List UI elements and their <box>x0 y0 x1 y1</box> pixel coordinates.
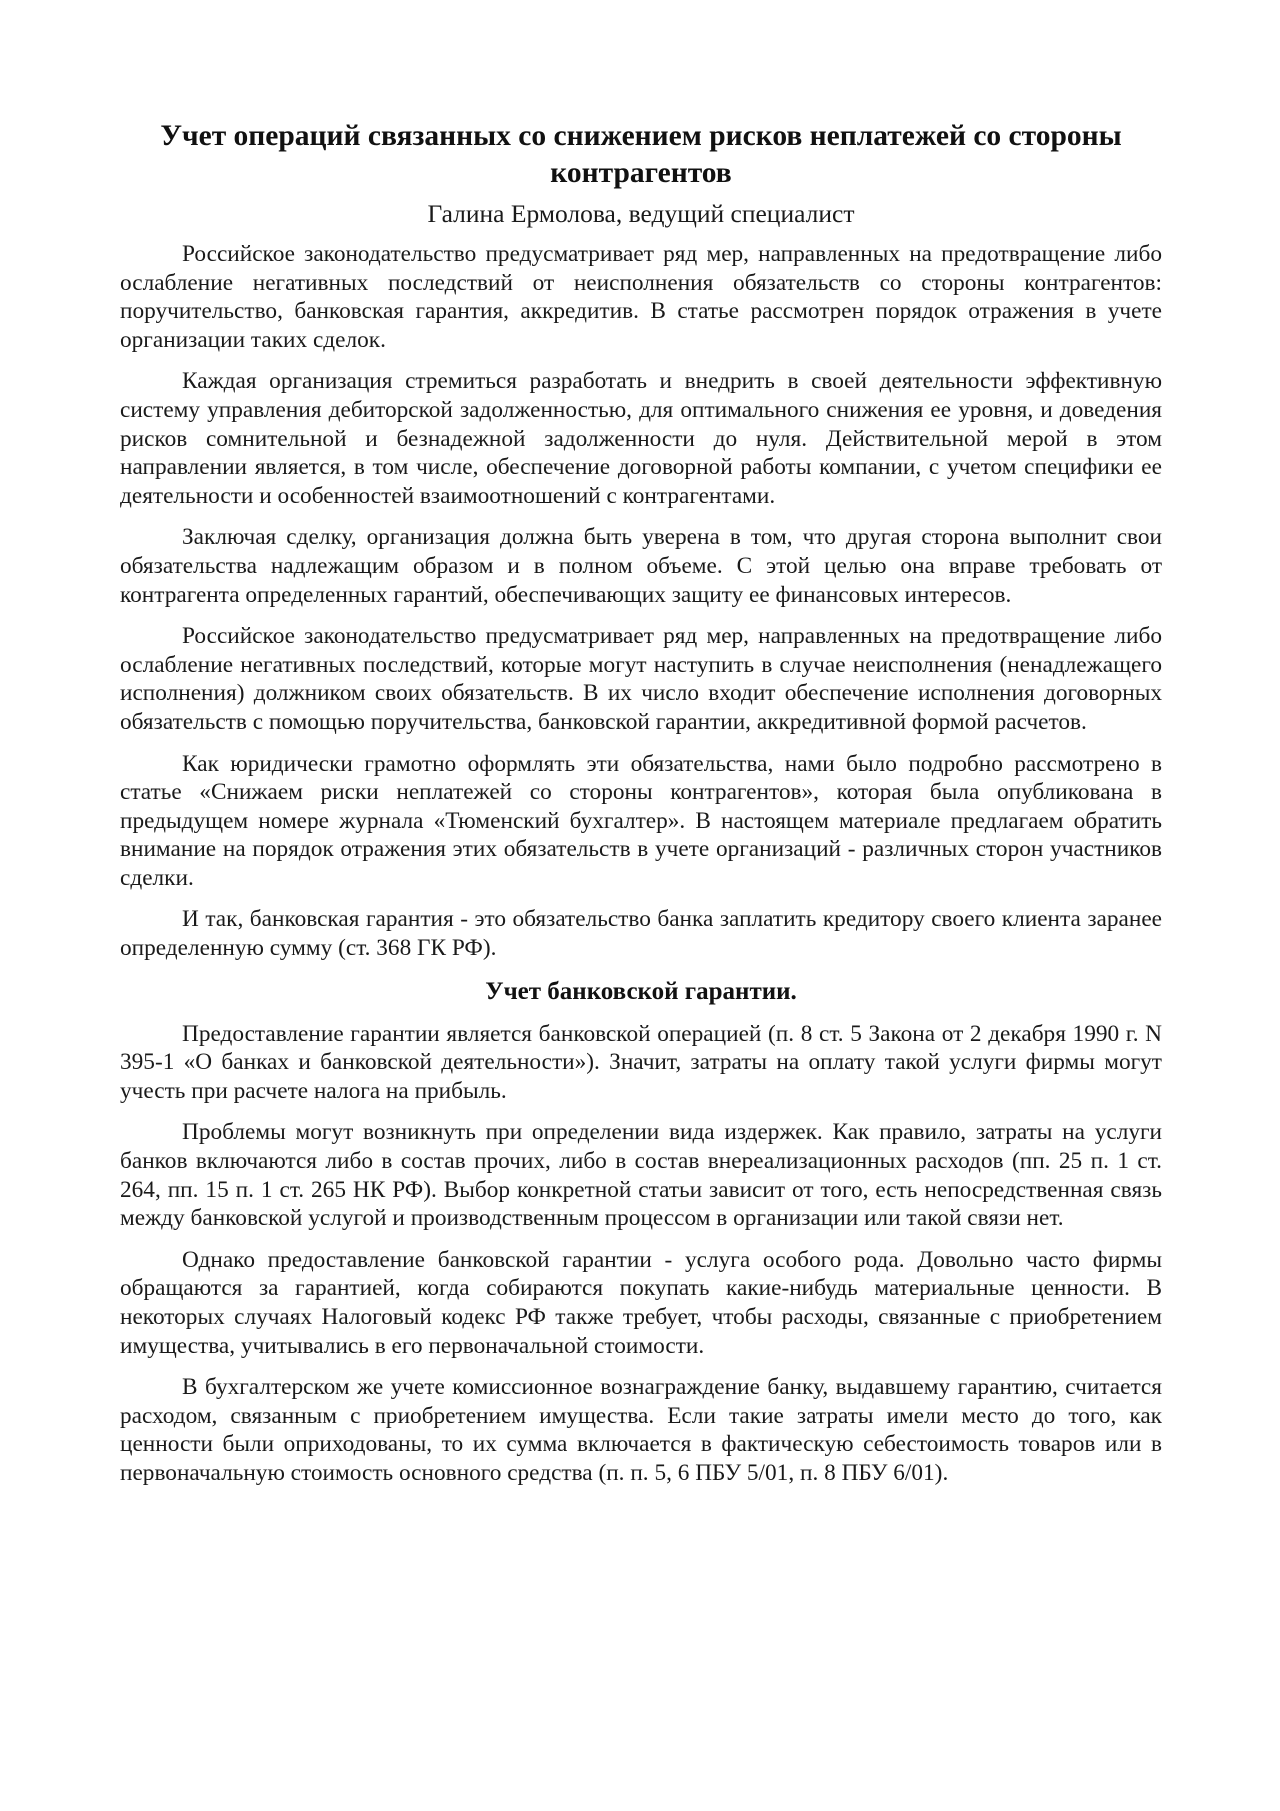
paragraph-section-1: Предоставление гарантии является банковской операцией (п. 8 ст. 5 Закона от 2 декабря 1990 г. N 395-1 «О банках и банковской деятельности»). Значит, затраты на оплату такой услуги фирмы могут учесть при расчете налога на прибыль. <box>120 1020 1162 1104</box>
paragraph-intro-4: Российское законодательство предусматривает ряд мер, направленных на предотвращение либо ослабление негативных последствий, которые могут наступить в случае неисполнения (ненадлежащего исполнения) должником своих обязательств. В их число входит обеспечение исполнения договорных обязательств с помощью поручительства, банковской гарантии, аккредитивной формой расчетов. <box>120 623 1162 735</box>
paragraph-section-3: Однако предоставление банковской гарантии - услуга особого рода. Довольно часто фирмы обращаются за гарантией, когда собираются покупать какие-нибудь материальные ценности. В некоторых случаях Налоговый кодекс РФ также требует, чтобы расходы, связанные с приобретением имущества, учитывались в его первоначальной стоимости. <box>120 1246 1162 1359</box>
paragraph-section-2: Проблемы могут возникнуть при определении вида издержек. Как правило, затраты на услуги банков включаются либо в состав прочих, либо в состав внереализационных расходов (пп. 25 п. 1 ст. 264, пп. 15 п. 1 ст. 265 НК РФ). Выбор конкретной статьи зависит от того, есть непосредственная связь между банковской услугой и производственным процессом в организации или такой связи нет. <box>120 1119 1162 1232</box>
paragraph-intro-1: Российское законодательство предусматривает ряд мер, направленных на предотвращение либо ослабление негативных последствий от неисполнения обязательств со стороны контрагентов: поручительство, банковская гарантия, аккредитив. В статье рассмотрен порядок отражения в учете организации таких сделок. <box>120 241 1162 353</box>
document-body <box>120 118 1162 1501</box>
author-line: Галина Ермолова, ведущий специалист <box>427 199 855 228</box>
paragraph-intro-5: Как юридически грамотно оформлять эти обязательства, нами было подробно рассмотрено в статье «Снижаем риски неплатежей со стороны контрагентов», которая была опубликована в предыдущем номере журнала «Тюменский бухгалтер». В настоящем материале предлагаем обратить внимание на порядок отражения этих обязательств в учете организаций - различных сторон участников сделки. <box>120 750 1162 891</box>
document-title: Учет операций связанных со снижением рисков неплатежей со стороны контрагентов <box>160 120 1122 189</box>
paragraph-intro-6: И так, банковская гарантия - это обязательство банка заплатить кредитору своего клиента заранее определенную сумму (ст. 368 ГК РФ). <box>120 906 1162 962</box>
paragraph-intro-3: Заключая сделку, организация должна быть уверена в том, что другая сторона выполнит свои обязательства надлежащим образом и в полном объеме. С этой целью она вправе требовать от контрагента определенных гарантий, обеспечивающих защиту ее финансовых интересов. <box>120 524 1162 608</box>
paragraph-section-4: В бухгалтерском же учете комиссионное вознаграждение банку, выдавшему гарантию, считается расходом, связанным с приобретением имущества. Если такие затраты имели место до того, как ценности были оприходованы, то их сумма включается в фактическую себестоимость товаров или в первоначальную стоимость основного средства (п. п. 5, 6 ПБУ 5/01, п. 8 ПБУ 6/01). <box>120 1374 1162 1486</box>
section-heading: Учет банковской гарантии. <box>485 977 797 1005</box>
paragraph-intro-2: Каждая организация стремиться разработать и внедрить в своей деятельности эффективную систему управления дебиторской задолженностью, для оптимального снижения ее уровня, и доведения рисков сомнительной и безнадежной задолженности до нуля. Действительной мерой в этом направлении является, в том числе, обеспечение договорной работы компании, с учетом специфики ее деятельности и особенностей взаимоотношений с контрагентами. <box>120 368 1162 509</box>
